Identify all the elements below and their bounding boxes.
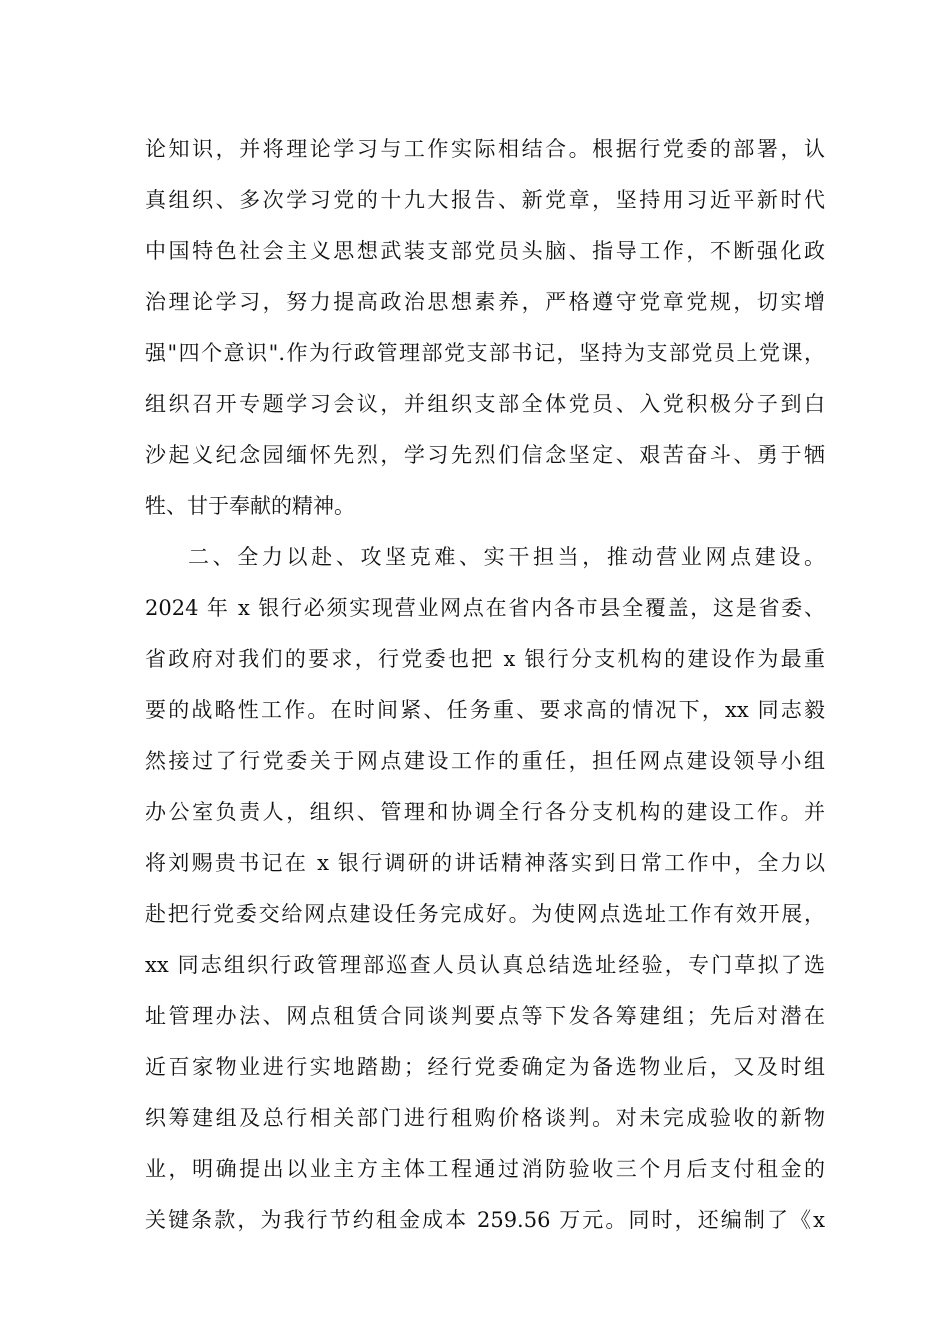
text-line: 将刘赐贵书记在 x 银行调研的讲话精神落实到日常工作中，全力以 xyxy=(145,851,825,875)
text-line: 址管理办法、网点租赁合同谈判要点等下发各筹建组；先后对潜在 xyxy=(145,1004,825,1028)
paragraph-end-line: 牲、甘于奉献的精神。 xyxy=(145,494,355,518)
text-line: 强"四个意识".作为行政管理部党支部书记，坚持为支部党员上党课， xyxy=(145,341,825,365)
text-line: 织筹建组及总行相关部门进行租购价格谈判。对未完成验收的新物 xyxy=(145,1106,825,1130)
text-line: 近百家物业进行实地踏勘；经行党委确定为备选物业后，又及时组 xyxy=(145,1055,825,1079)
text-line: 沙起义纪念园缅怀先烈，学习先烈们信念坚定、艰苦奋斗、勇于牺 xyxy=(145,443,825,467)
text-line: xx 同志组织行政管理部巡查人员认真总结选址经验，专门草拟了选 xyxy=(145,953,825,977)
text-line: 组织召开专题学习会议，并组织支部全体党员、入党积极分子到白 xyxy=(145,392,825,416)
text-line: 2024 年 x 银行必须实现营业网点在省内各市县全覆盖，这是省委、 xyxy=(145,596,825,620)
section-heading-line: 二、全力以赴、攻坚克难、实干担当，推动营业网点建设。 xyxy=(188,545,825,569)
text-line: 然接过了行党委关于网点建设工作的重任，担任网点建设领导小组 xyxy=(145,749,825,773)
text-line: 省政府对我们的要求，行党委也把 x 银行分支机构的建设作为最重 xyxy=(145,647,825,671)
text-line: 业，明确提出以业主方主体工程通过消防验收三个月后支付租金的 xyxy=(145,1157,825,1181)
text-line: 中国特色社会主义思想武装支部党员头脑、指导工作，不断强化政 xyxy=(145,239,825,263)
text-line: 要的战略性工作。在时间紧、任务重、要求高的情况下，xx 同志毅 xyxy=(145,698,825,722)
text-line: 真组织、多次学习党的十九大报告、新党章，坚持用习近平新时代 xyxy=(145,188,825,212)
text-line: 论知识，并将理论学习与工作实际相结合。根据行党委的部署，认 xyxy=(145,137,825,161)
text-line: 赴把行党委交给网点建设任务完成好。为使网点选址工作有效开展， xyxy=(145,902,825,926)
body-text xyxy=(145,124,825,1246)
text-line: 治理论学习，努力提高政治思想素养，严格遵守党章党规，切实增 xyxy=(145,290,825,314)
text-line: 关键条款，为我行节约租金成本 259.56 万元。同时，还编制了《x xyxy=(145,1208,825,1232)
text-line: 办公室负责人，组织、管理和协调全行各分支机构的建设工作。并 xyxy=(145,800,825,824)
